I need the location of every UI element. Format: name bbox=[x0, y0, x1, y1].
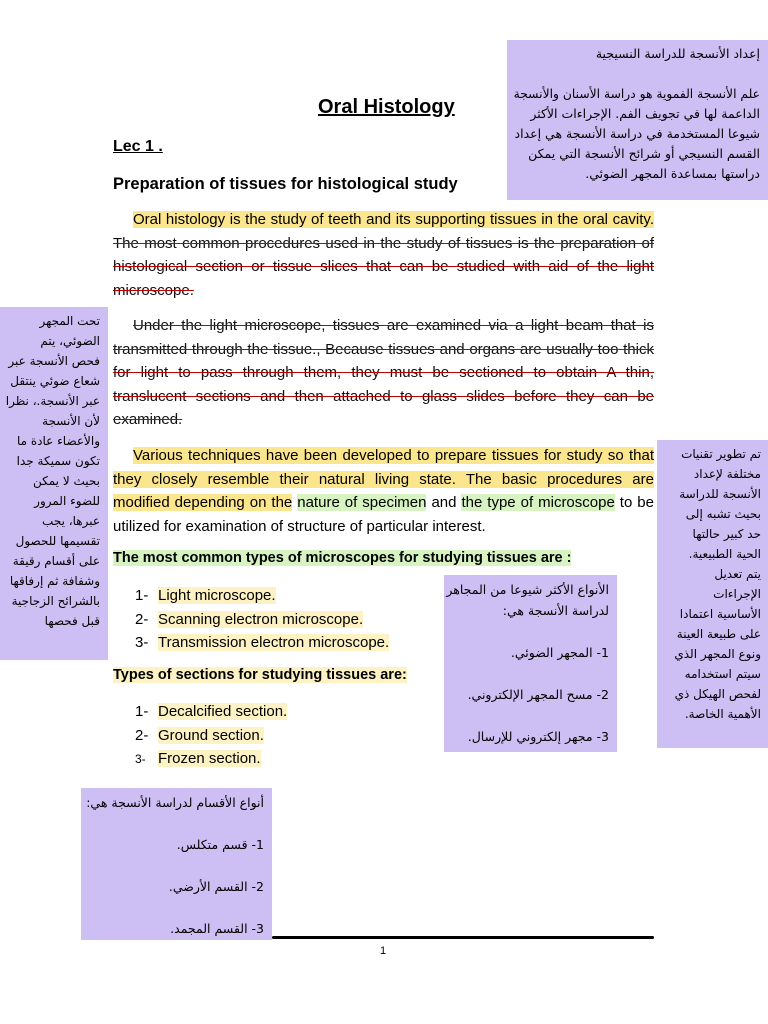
note-line: حد كبير حالتها bbox=[692, 527, 761, 541]
note-line: شعاع ضوئي ينتقل bbox=[10, 374, 100, 388]
note-line bbox=[446, 663, 609, 684]
paragraph-1 bbox=[113, 208, 654, 302]
note-line: الحية الطبيعية. bbox=[688, 547, 761, 561]
note-line: الأنسجة للدراسة bbox=[679, 487, 761, 501]
note-line: تحت المجهر bbox=[39, 314, 100, 328]
note-line: بالشرائح الزجاجية bbox=[11, 594, 100, 608]
note-line: للضوء المرور bbox=[34, 494, 100, 508]
plain-text: and bbox=[431, 494, 457, 511]
note-line: الداعمة لها في تجويف الفم. الإجراءات الأكثر bbox=[530, 106, 760, 121]
list-item: 2- Scanning electron microscope. bbox=[135, 610, 364, 628]
plain-text: to be utilized for examination of structure of particular interest. bbox=[113, 494, 654, 535]
arabic-note-top-right bbox=[507, 40, 768, 200]
paragraph-2 bbox=[113, 314, 654, 432]
note-line: 1- المجهر الضوئي. bbox=[510, 645, 609, 660]
paragraph-3 bbox=[113, 444, 654, 538]
note-line: 2- القسم الأرضي. bbox=[168, 879, 264, 894]
note-line: إعداد الأنسجة للدراسة النسيجية bbox=[595, 46, 760, 61]
note-line: يتم تعديل bbox=[714, 567, 761, 581]
page-title: Oral Histology bbox=[318, 96, 455, 118]
lecture-label: Lec 1 . bbox=[113, 138, 163, 155]
green-highlighted-text: the type of microscope bbox=[461, 494, 615, 511]
note-line: دراستها بمساعدة المجهر الضوئي. bbox=[585, 166, 760, 181]
microscopes-heading: The most common types of microscopes for studying tissues are : bbox=[113, 550, 572, 566]
note-line: تكون سميكة جدا bbox=[16, 454, 100, 468]
note-line: الأهمية الخاصة. bbox=[684, 707, 761, 721]
note-line bbox=[446, 621, 609, 642]
note-line: لفحص الهيكل ذي bbox=[674, 687, 761, 701]
note-line bbox=[83, 855, 264, 876]
note-line: مختلفة لإعداد bbox=[693, 467, 761, 481]
note-line: عبر الأنسجة.، نظرا bbox=[5, 394, 100, 408]
arabic-note-left bbox=[0, 307, 108, 660]
arabic-note-middle bbox=[444, 575, 617, 752]
list-item: 3- Frozen section. bbox=[135, 750, 261, 767]
note-line: والأعضاء عادة ما bbox=[17, 434, 100, 448]
note-line: تقسيمها للحصول bbox=[15, 534, 100, 548]
list-item: 1- Light microscope. bbox=[135, 587, 276, 604]
note-line bbox=[83, 897, 264, 918]
note-line bbox=[446, 705, 609, 726]
note-line: الضوئي، يتم bbox=[40, 334, 100, 348]
sections-heading: Types of sections for studying tissues are: bbox=[113, 667, 407, 683]
microscopes-list bbox=[113, 584, 389, 655]
note-line: الأساسية اعتمادا bbox=[679, 607, 761, 621]
note-line: ونوع المجهر الذي bbox=[674, 647, 761, 661]
note-line: 3- مجهر إلكتروني للإرسال. bbox=[467, 729, 609, 744]
note-line: القسم النسيجي أو شرائح الأنسجة التي يمكن bbox=[528, 146, 760, 161]
note-line: بحيث لا يمكن bbox=[32, 474, 100, 488]
list-item: 1- Decalcified section. bbox=[135, 703, 288, 720]
highlighted-text: Various techniques have been developed to prepare tissues for study so that they closely resemble their natural living state. The basic procedures are modified depending on the bbox=[113, 447, 654, 511]
note-line: 2- مسح المجهر الإلكتروني. bbox=[467, 687, 609, 702]
note-line: عبرها، يجب bbox=[42, 514, 100, 528]
page-number: 1 bbox=[380, 945, 387, 957]
note-line: تم تطوير تقنيات bbox=[681, 447, 761, 461]
note-line: لأن الأنسجة bbox=[42, 414, 100, 428]
list-item: 2- Ground section. bbox=[135, 726, 264, 744]
note-line: على أقسام رقيقة bbox=[12, 554, 100, 568]
section-subtitle: Preparation of tissues for histological study bbox=[113, 175, 458, 193]
note-line: 1- قسم متكلس. bbox=[176, 837, 264, 852]
note-line: أنواع الأقسام لدراسة الأنسجة هي: bbox=[86, 795, 264, 810]
highlighted-text: Oral histology is the study of teeth and its supporting tissues in the oral cavity. bbox=[133, 211, 654, 228]
arabic-note-right bbox=[657, 440, 768, 748]
note-line bbox=[511, 64, 760, 84]
note-line: الأنواع الأكثر شيوعا من المجاهر bbox=[446, 582, 609, 597]
sections-list bbox=[113, 700, 287, 772]
list-item: 3- Transmission electron microscope. bbox=[135, 634, 390, 651]
note-line: لدراسة الأنسجة هي: bbox=[502, 603, 609, 618]
note-line: على طبيعة العينة bbox=[676, 627, 761, 641]
note-line: علم الأنسجة الفموية هو دراسة الأسنان والأنسجة bbox=[513, 87, 760, 101]
note-line: قبل فحصها bbox=[44, 614, 100, 628]
arabic-note-bottom-left bbox=[81, 788, 272, 940]
note-line: سيتم استخدامه bbox=[684, 667, 761, 681]
note-line: 3- القسم المجمد. bbox=[170, 921, 264, 936]
note-line: بحيث تشبه إلى bbox=[685, 507, 761, 521]
note-line: فحص الأنسجة عبر bbox=[8, 354, 100, 368]
struck-text: Under the light microscope, tissues are examined via a light beam that is transmitted through the tissue., Because tissues and organs are usually too thick for light to pass through them, they must be sectioned to obtain A thin, translucent sections and then attached to glass slides before they can be examined. bbox=[113, 317, 654, 428]
note-line bbox=[83, 813, 264, 834]
note-line: الإجراءات bbox=[713, 587, 761, 601]
note-line: وشفافة ثم إرفاقها bbox=[9, 574, 100, 588]
footer-rule bbox=[272, 936, 654, 939]
note-line: شيوعا المستخدمة في دراسة الأنسجة هي إعداد bbox=[514, 126, 760, 141]
struck-text: The most common procedures used in the study of tissues is the preparation of histological section or tissue slices that can be studied with aid of the light microscope. bbox=[113, 234, 654, 299]
green-highlighted-text: nature of specimen bbox=[297, 494, 427, 511]
